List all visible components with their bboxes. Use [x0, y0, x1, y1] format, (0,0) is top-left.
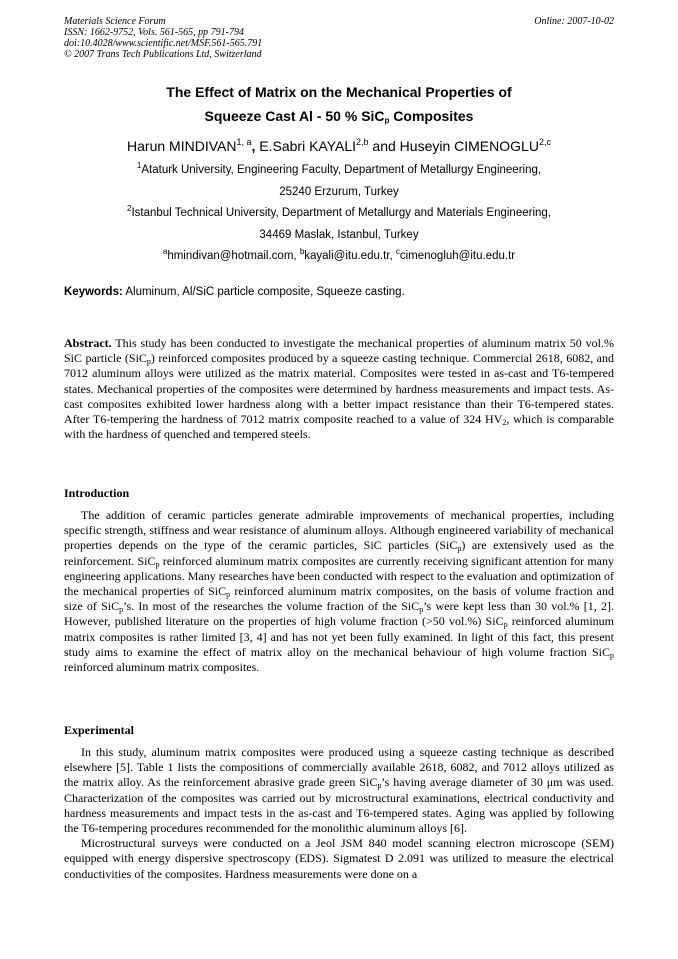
journal-doi: doi:10.4028/www.scientific.net/MSF.561-565.791 [64, 38, 263, 49]
journal-copyright: © 2007 Trans Tech Publications Ltd, Switzerland [64, 49, 262, 60]
affiliation-2-line-1: $^2$Istanbul Technical University, Department of Metallurgy and Materials Engineering, [127, 204, 551, 219]
keywords-label: Keywords: [64, 286, 123, 298]
email-b: kayali@itu.edu.tr, [304, 250, 396, 262]
author-1: Harun MINDIVAN [127, 138, 237, 154]
online-date [534, 16, 614, 27]
journal-header [64, 16, 262, 60]
journal-issn: ISSN: 1662-9752, Vols. 561-565, pp 791-794 [64, 27, 244, 38]
email-c: cimenogluh@itu.edu.tr [399, 250, 516, 262]
paper-title [64, 80, 614, 128]
affiliations [64, 160, 614, 268]
author-3: Huseyin CIMENOGLU [399, 138, 539, 154]
experimental-paragraph-1: In this study, aluminum matrix composites were produced using a squeeze casting technique as described elsewhere [5]. Table 1 lists the compositions of commercially available 2618, 6082, and 7012 alloys utilized as the matrix alloy. As the reinforcement abrasive grade green SiC$_p$’s having average diameter of 30 μm was used. Characterization of the composites was carried out by microstructural examinations, electrical conductivity and hardness measurements and impact tests in the as-cast and T6-tempered states. Aging was applied by following the T6-tempering procedures recommended for the monolithic aluminum alloys [6]. [64, 745, 614, 836]
email-a: hmindivan@hotmail.com, [167, 250, 300, 262]
author-2: E.Sabri KAYALI [259, 138, 357, 154]
introduction-heading: Introduction [64, 486, 130, 500]
title-line-2: Squeeze Cast Al - 50 % SiC$_p$ Composites [204, 108, 474, 125]
introduction-section [64, 508, 614, 675]
author-list: Harun MINDIVAN$^{1, a}$, E.Sabri KAYALI$^{2,b}$ and Huseyin CIMENOGLU$^{2,c}$ [127, 137, 551, 154]
keywords [64, 285, 614, 300]
introduction-paragraph: The addition of ceramic particles generate admirable improvements of mechanical properties, including specific strength, stiffness and wear resistance of aluminum alloys. Although engineered variability of mechanical properties depends on the type of the ceramic particles, SiC particles (SiC$_p$) are extensively used as the reinforcement. SiC$_p$ reinforced aluminum matrix composites are currently receiving significant attention for many engineering applications. Many researches have been conducted with respect to the evaluation and optimization of the mechanical properties of SiC$_p$ reinforced aluminum matrix composites, on the basis of volume fraction and size of SiC$_p$’s. In most of the researches the volume fraction of the SiC$_p$’s were kept less than 30 vol.% [1, 2]. However, published literature on the properties of high volume fraction (>50 vol.%) SiC$_p$ reinforced aluminum matrix composites is rather limited [3, 4] and has not yet been fully examined. In light of this fact, this present study aims to examine the effect of matrix alloy on the mechanical behaviour of high volume fraction SiC$_p$ reinforced aluminum matrix composites. [64, 508, 615, 675]
abstract [64, 336, 614, 442]
experimental-section [64, 745, 614, 882]
experimental-paragraph-2: Microstructural surveys were conducted on a Jeol JSM 840 model scanning electron microscope (SEM) equipped with energy dispersive spectroscopy (EDS). Sigmatest D 2.091 was utilized to measure the electrical conductivities of the composites. Hardness measurements were done on a [64, 836, 614, 881]
affiliation-1-line-1: $^1$Ataturk University, Engineering Faculty, Department of Metallurgy Engineering, [136, 161, 542, 176]
keywords-text: Aluminum, Al/SiC particle composite, Squeeze casting. [122, 286, 405, 298]
abstract-paragraph: Abstract. This study has been conducted to investigate the mechanical properties of aluminum matrix 50 vol.% SiC particle (SiC$_p$) reinforced composites produced by a squeeze casting technique. Commercial 2618, 6082, and 7012 aluminum alloys were utilized as the matrix material. Composites were tested in as-cast and T6-tempered states. Mechanical properties of the composites were determined by hardness measurements and impact tests. As-cast composites exhibited lower hardness along with a better impact resistance than their T6-tempered states. After T6-tempering the hardness of 7012 matrix composite reached to a value of 324 $HV_2$, which is comparable with the hardness of quenched and tempered steels. [64, 336, 614, 442]
author-emails: $^a$hmindivan@hotmail.com, $^b$kayali@itu.edu.tr, $^c$cimenogluh@itu.edu.tr [162, 247, 516, 262]
journal-name: Materials Science Forum [64, 16, 166, 27]
affiliation-1-line-2: 25240 Erzurum, Turkey [279, 185, 399, 198]
online-date-text: Online: 2007-10-02 [534, 16, 614, 27]
affiliation-2-line-2: 34469 Maslak, Istanbul, Turkey [259, 228, 419, 241]
title-line-1: The Effect of Matrix on the Mechanical Properties of [166, 84, 512, 100]
abstract-label: Abstract. [64, 336, 112, 350]
experimental-heading: Experimental [64, 723, 134, 737]
